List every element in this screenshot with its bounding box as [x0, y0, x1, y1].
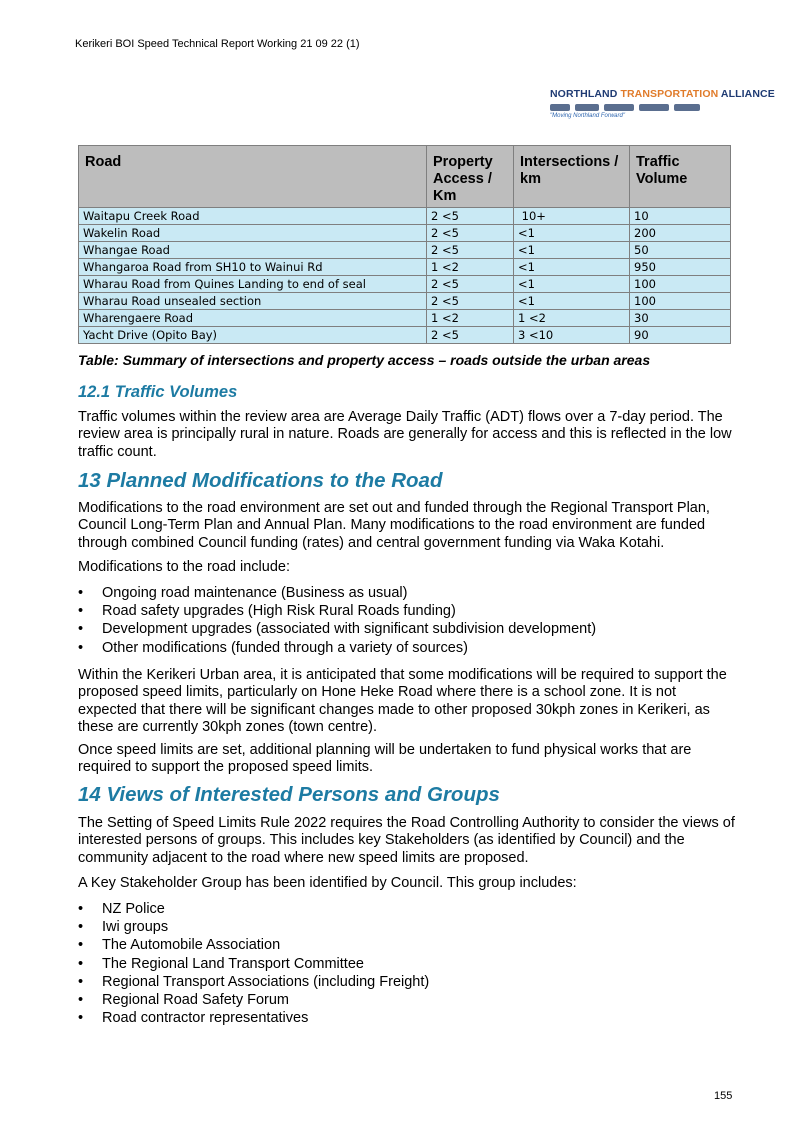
partner-logo-icon — [550, 104, 570, 111]
cell-road: Wharengaere Road — [79, 310, 427, 327]
heading-14-views-of-interested-persons: 14 Views of Interested Persons and Groups — [78, 783, 500, 806]
partner-logo-icon — [604, 104, 634, 111]
table-row — [79, 242, 731, 259]
table-row — [79, 208, 731, 225]
cell-intersections: 10+ — [514, 208, 630, 225]
header-traffic-volume: Traffic Volume — [630, 146, 731, 208]
partner-logo-icon — [575, 104, 599, 111]
logo-title — [550, 88, 775, 100]
header-property-access: Property Access / Km — [427, 146, 514, 208]
northland-transportation-alliance-logo — [550, 88, 775, 122]
paragraph-speed-limits-rule: The Setting of Speed Limits Rule 2022 requires the Road Controlling Authority to consider the views of interested persons of groups. This includes key Stakeholders (as identified by Council) and the community adjacent to the road where new speed limits are proposed. — [78, 815, 735, 866]
list-item: • The Automobile Association — [78, 936, 429, 954]
table-row — [79, 225, 731, 242]
partner-logo-icon — [639, 104, 669, 111]
cell-property-access: 2 <5 — [427, 327, 514, 344]
cell-intersections: <1 — [514, 276, 630, 293]
cell-property-access: 2 <5 — [427, 242, 514, 259]
paragraph-traffic-volumes: Traffic volumes within the review area are Average Daily Traffic (ADT) flows over a 7-day period. The review area is principally rural in nature. Roads are generally for access and this is reflected in the low traffic count. — [78, 409, 732, 460]
page-number: 155 — [714, 1090, 733, 1102]
header-intersections: Intersections / km — [514, 146, 630, 208]
cell-property-access: 1 <2 — [427, 259, 514, 276]
cell-property-access: 1 <2 — [427, 310, 514, 327]
cell-traffic-volume: 200 — [630, 225, 731, 242]
table-header-row — [79, 146, 731, 208]
cell-traffic-volume: 950 — [630, 259, 731, 276]
cell-traffic-volume: 100 — [630, 276, 731, 293]
modifications-list — [78, 584, 596, 657]
table-caption: Table: Summary of intersections and property access – roads outside the urban areas — [78, 352, 651, 368]
roads-summary-table — [78, 145, 731, 344]
cell-road: Whangaroa Road from SH10 to Wainui Rd — [79, 259, 427, 276]
list-item: • Road contractor representatives — [78, 1009, 429, 1027]
table-row — [79, 276, 731, 293]
heading-12-1-traffic-volumes: 12.1 Traffic Volumes — [78, 383, 238, 401]
cell-property-access: 2 <5 — [427, 208, 514, 225]
document-header-title: Kerikeri BOI Speed Technical Report Working 21 09 22 (1) — [75, 38, 360, 50]
logo-word-northland: NORTHLAND — [550, 88, 618, 100]
paragraph-speed-limits-planning: Once speed limits are set, additional planning will be undertaken to fund physical works that are required to support the proposed speed limits. — [78, 742, 692, 776]
list-item: • Iwi groups — [78, 918, 429, 936]
cell-traffic-volume: 10 — [630, 208, 731, 225]
cell-property-access: 2 <5 — [427, 225, 514, 242]
header-road: Road — [79, 146, 427, 208]
list-item: • Ongoing road maintenance (Business as usual) — [78, 584, 596, 602]
cell-traffic-volume: 50 — [630, 242, 731, 259]
table-row — [79, 293, 731, 310]
list-item: • The Regional Land Transport Committee — [78, 955, 429, 973]
cell-road: Wharau Road from Quines Landing to end of seal — [79, 276, 427, 293]
list-item: • Other modifications (funded through a variety of sources) — [78, 639, 596, 657]
stakeholder-list — [78, 900, 429, 1027]
cell-road: Whangae Road — [79, 242, 427, 259]
heading-13-planned-modifications: 13 Planned Modifications to the Road — [78, 469, 443, 492]
cell-traffic-volume: 100 — [630, 293, 731, 310]
paragraph-modifications-intro: Modifications to the road include: — [78, 559, 290, 575]
logo-word-transportation: TRANSPORTATION — [620, 88, 719, 100]
cell-road: Waitapu Creek Road — [79, 208, 427, 225]
logo-word-alliance: ALLIANCE — [720, 88, 775, 100]
list-item: • Regional Transport Associations (including Freight) — [78, 973, 429, 991]
list-item: • Regional Road Safety Forum — [78, 991, 429, 1009]
table-row — [79, 259, 731, 276]
paragraph-key-stakeholder-group: A Key Stakeholder Group has been identified by Council. This group includes: — [78, 875, 577, 891]
cell-intersections: <1 — [514, 242, 630, 259]
cell-intersections: 3 <10 — [514, 327, 630, 344]
cell-intersections: <1 — [514, 225, 630, 242]
list-item: • Development upgrades (associated with significant subdivision development) — [78, 620, 596, 638]
logo-partner-marks — [550, 102, 725, 112]
list-item: • Road safety upgrades (High Risk Rural Roads funding) — [78, 602, 596, 620]
cell-property-access: 2 <5 — [427, 276, 514, 293]
cell-intersections: 1 <2 — [514, 310, 630, 327]
paragraph-modifications-funding: Modifications to the road environment are set out and funded through the Regional Transport Plan, Council Long-Term Plan and Annual Plan. Many modifications to the road environment are funded through combined Council funding (rates) and central government funding via Waka Kotahi. — [78, 500, 710, 551]
cell-property-access: 2 <5 — [427, 293, 514, 310]
partner-logo-icon — [674, 104, 700, 111]
table-row — [79, 310, 731, 327]
paragraph-kerikeri-urban: Within the Kerikeri Urban area, it is anticipated that some modifications will be required to support the proposed speed limits, particularly on Hone Heke Road where there is a school zone. It is not expected that there will be significant changes made to other proposed 30kph zones in Kerikeri, as these are currently 30kph zones (town centre). — [78, 667, 727, 735]
list-item: • NZ Police — [78, 900, 429, 918]
cell-road: Yacht Drive (Opito Bay) — [79, 327, 427, 344]
cell-intersections: <1 — [514, 293, 630, 310]
cell-traffic-volume: 30 — [630, 310, 731, 327]
cell-road: Wakelin Road — [79, 225, 427, 242]
logo-tagline: "Moving Northland Forward" — [550, 113, 625, 119]
cell-intersections: <1 — [514, 259, 630, 276]
table-row — [79, 327, 731, 344]
cell-road: Wharau Road unsealed section — [79, 293, 427, 310]
cell-traffic-volume: 90 — [630, 327, 731, 344]
